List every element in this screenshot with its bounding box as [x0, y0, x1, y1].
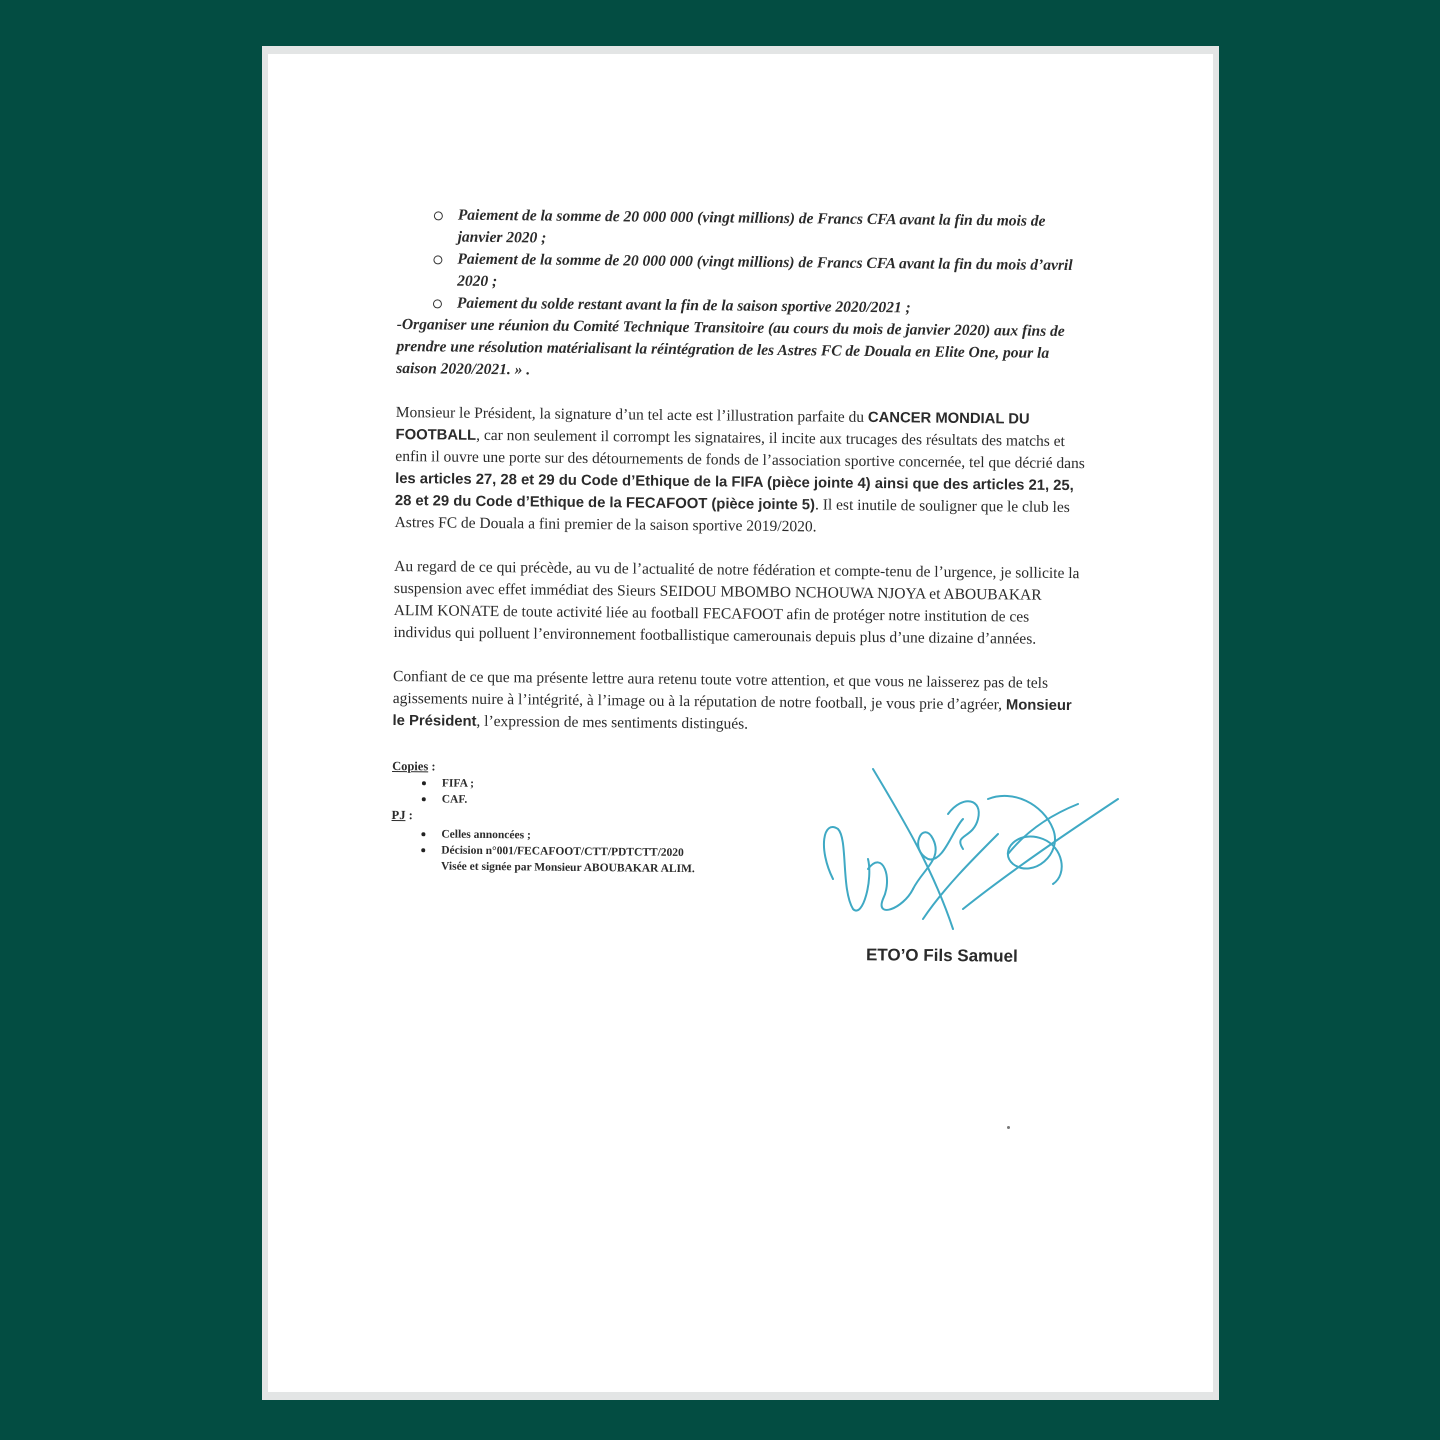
signature-strokes — [824, 769, 1118, 929]
payment-item: Paiement du solde restant avant la fin de la saison sportive 2020/2021 ; — [433, 292, 1087, 321]
pj-colon: : — [405, 808, 413, 823]
handwritten-signature — [813, 759, 1123, 949]
copies-colon: : — [428, 759, 436, 774]
copies-item: FIFA ; — [422, 775, 1082, 798]
bold-phrase: Monsieur le Président — [392, 697, 1072, 730]
scan-speck — [1007, 1126, 1010, 1129]
paragraph-cancer — [395, 402, 1086, 541]
paragraph-text: Confiant de ce que ma présente lettre aura retenu toute votre attention, et que vous ne laisserez pas de tels agissements nuire à l’intégrité, à l’image ou à la réputation de notre football, je vous prie d’agréer, — [392, 667, 1049, 714]
bold-phrase: CANCER MONDIAL DU FOOTBALL — [395, 409, 1030, 444]
copies-label: Copies — [392, 758, 429, 774]
copies-item: CAF. — [422, 791, 1082, 814]
pj-item: Décision n°001/FECAFOOT/CTT/PDTCTT/2020 Visée et signée par Monsieur ABOUBAKAR ALIM. — [421, 842, 701, 877]
paragraph-closing — [392, 666, 1083, 739]
pj-label: PJ — [391, 807, 406, 823]
paragraph-text: , l’expression de mes sentiments distingués. — [476, 712, 749, 733]
paragraph-text: . Il est inutile de souligner que le club les Astres FC de Douala a fini premier de la saison sportive 2019/2020. — [394, 496, 1070, 536]
paragraph-suspension: Au regard de ce qui précède, au vu de l’actualité de notre fédération et compte-tenu de l’urgence, je sollicite la suspension avec effet immédiat des Sieurs SEIDOU MBOMBO NCHOUWA NJOYA et ABOUBAKAR ALIM KONATE de toute activité liée au football FECAFOOT afin de protéger notre institution de ces individus qui polluent l’environnement footballistique camerounais depuis plus d’une dizaine d’années. — [393, 557, 1080, 648]
resolution-paragraph: -Organiser une réunion du Comité Technique Transitoire (au cours du mois de janvier 2020) aux fins de prendre une résolution matérialisant la réintégration de les Astres FC de Douala en Elite One, pour la saison 2020/2021. » . — [396, 315, 1065, 379]
paragraph-text: Monsieur le Président, la signature d’un tel acte est l’illustration parfaite du — [395, 403, 869, 426]
payment-item: Paiement de la somme de 20 000 000 (vingt millions) de Francs CFA avant la fin du mois de janvier 2020 ; — [434, 204, 1088, 255]
payment-item: Paiement de la somme de 20 000 000 (vingt millions) de Francs CFA avant la fin du mois d’avril 2020 ; — [433, 248, 1087, 299]
letter-page — [268, 54, 1213, 1392]
bold-phrase: les articles 27, 28 et 29 du Code d’Ethique de la FIFA (pièce jointe 4) ainsi que des articles 21, 25, 28 et 29 du Code d’Ethique de la FECAFOOT (pièce jointe 5) — [394, 470, 1074, 514]
payment-list — [433, 204, 1088, 321]
signer-name: ETO’O Fils Samuel — [865, 945, 1018, 966]
paragraph-text: , car non seulement il corrompt les signataires, il incite aux trucages des résultats des matchs et enfin il ouvre une porte sur des détournements de fonds de l’association sportive concernée, tel que décrié dans — [395, 426, 1085, 473]
pj-item: Celles annoncées ; — [421, 826, 1081, 849]
